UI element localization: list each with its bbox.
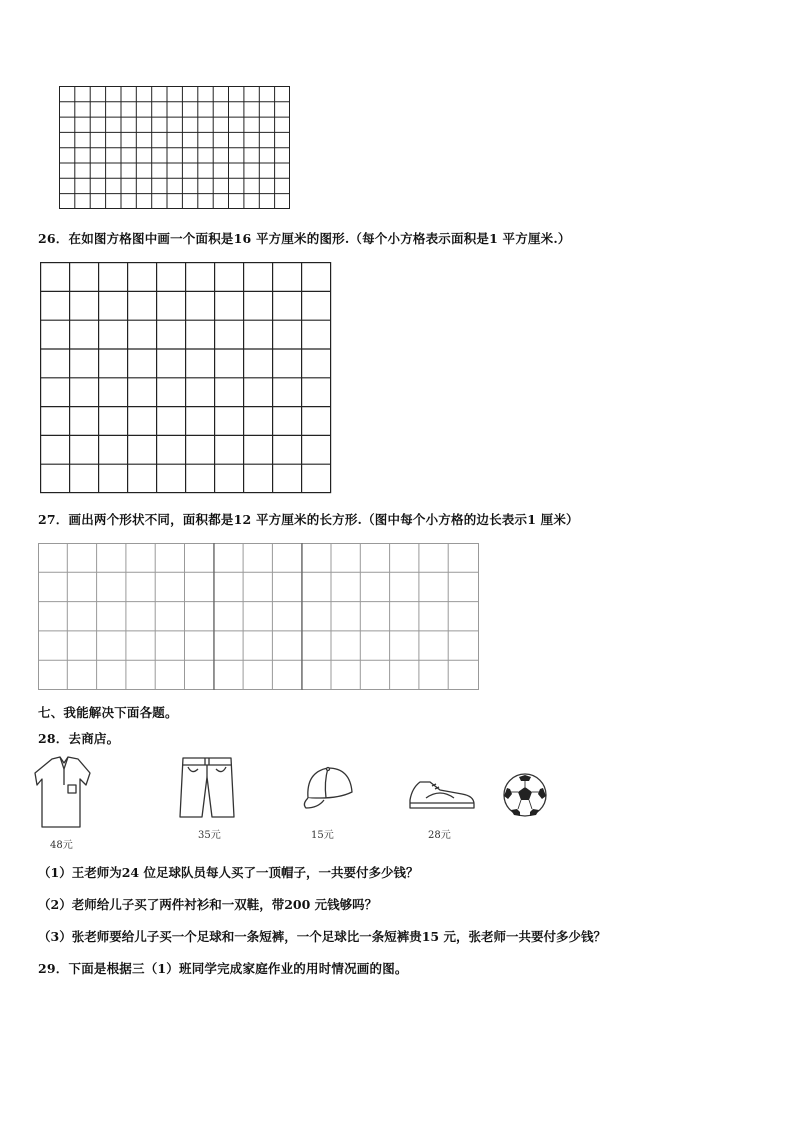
- question-28-sub1: （1）王老师为24 位足球队员每人买了一顶帽子，一共要付多少钱？: [38, 865, 419, 880]
- soccer-ball-icon: [502, 772, 548, 818]
- question-27: 27．画出两个形状不同，面积都是12 平方厘米的长方形.（图中每个小方格的边长表示1 厘米）: [38, 512, 579, 527]
- shorts-price: 35元: [198, 830, 221, 841]
- q27-grid: [38, 543, 480, 691]
- shorts-icon: [178, 755, 236, 821]
- question-28-title: 28．去商店。: [38, 731, 120, 746]
- shoes-icon: [406, 776, 478, 812]
- shirt-price: 48元: [50, 840, 73, 851]
- question-26: 26．在如图方格图中画一个面积是16 平方厘米的图形.（每个小方格表示面积是1 平方厘米.）: [38, 231, 571, 246]
- question-28-sub3: （3）张老师要给儿子买一个足球和一条短裤，一个足球比一条短裤贵15 元，张老师一共要付多少钱？: [38, 929, 606, 944]
- cap-price: 15元: [311, 830, 334, 841]
- top-grid: [59, 86, 291, 210]
- shoes-price: 28元: [428, 830, 451, 841]
- shirt-icon: [34, 755, 94, 835]
- q26-grid: [40, 262, 332, 494]
- cap-icon: [300, 764, 356, 812]
- question-29: 29．下面是根据三（1）班同学完成家庭作业的用时情况画的图。: [38, 961, 408, 976]
- question-28-sub2: （2）老师给儿子买了两件衬衫和一双鞋，带200 元钱够吗？: [38, 897, 378, 912]
- section-7-title: 七、我能解决下面各题。: [38, 705, 178, 720]
